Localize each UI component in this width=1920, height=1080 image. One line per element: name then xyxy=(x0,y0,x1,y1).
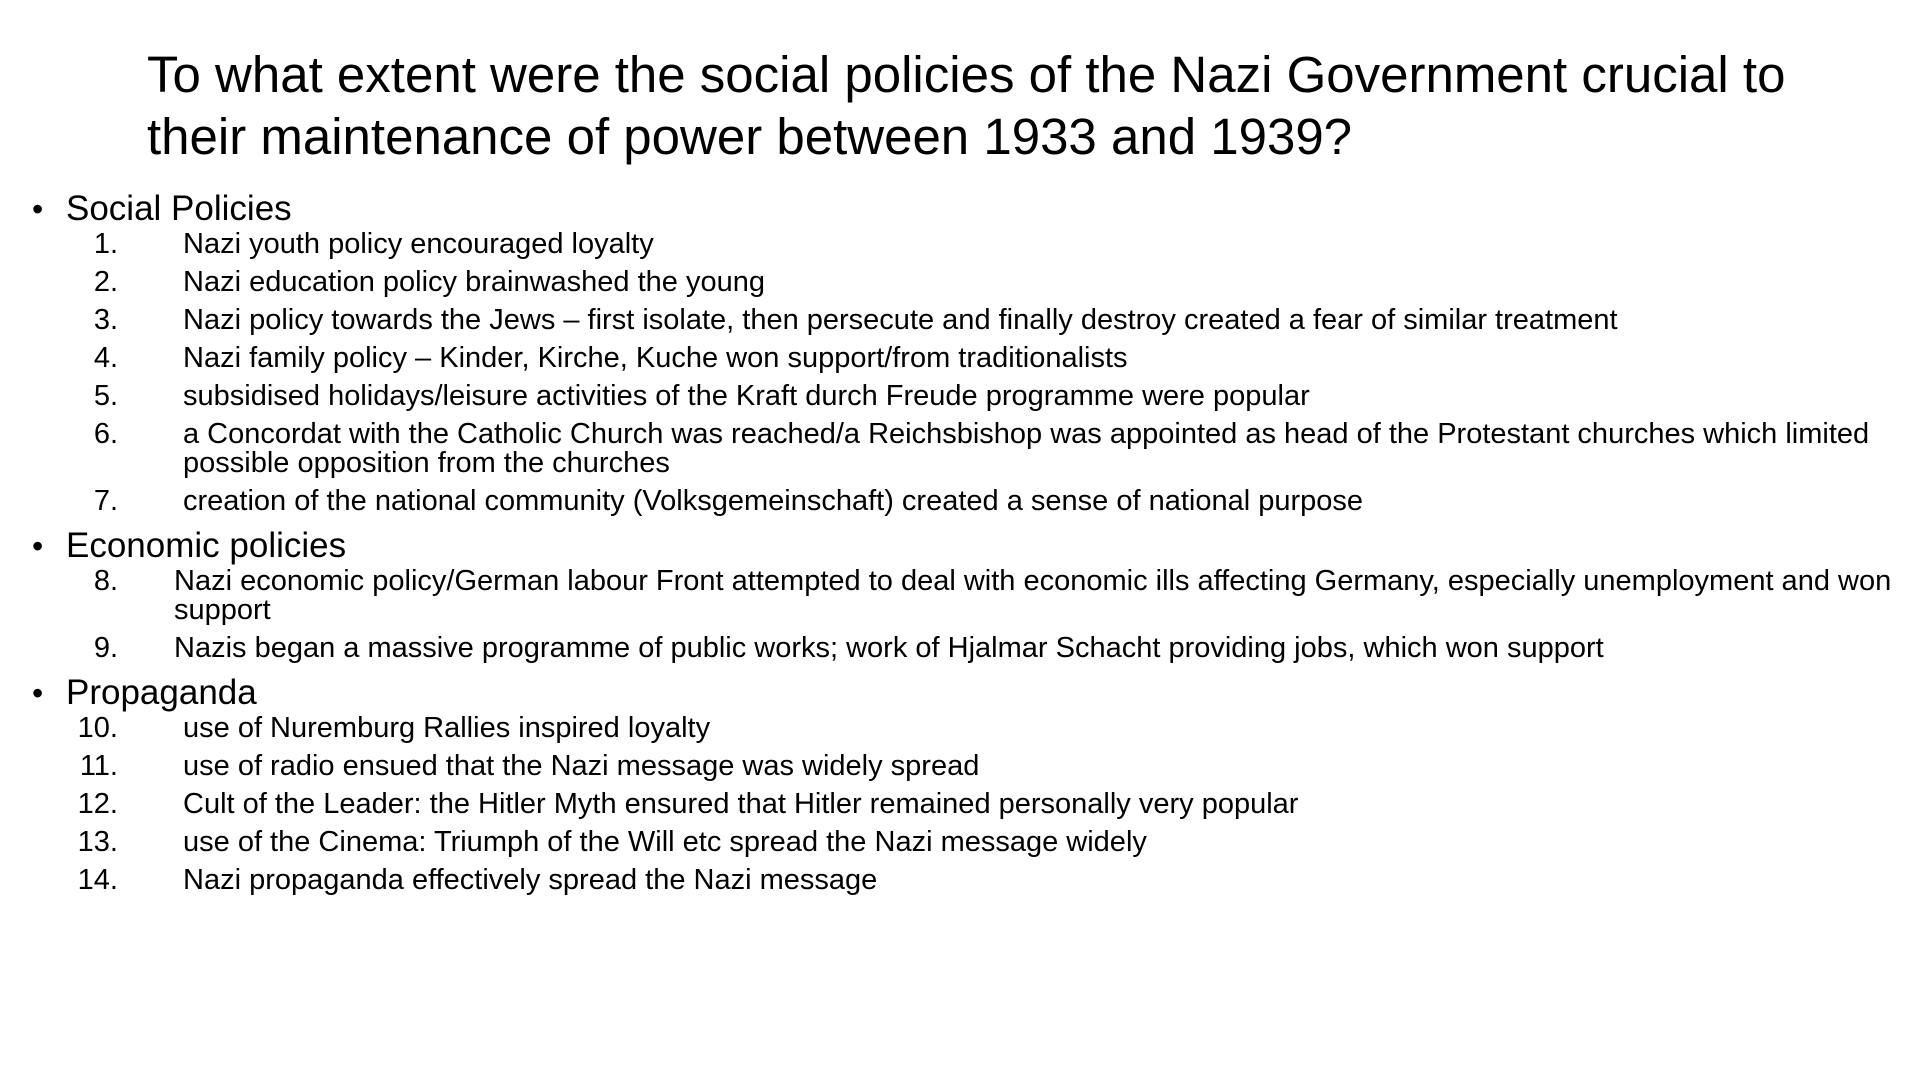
item-number: 14. xyxy=(77,864,118,896)
item-text: Cult of the Leader: the Hitler Myth ensured that Hitler remained personally very popular xyxy=(183,788,1299,820)
section-heading xyxy=(30,188,1900,230)
item-number: 9. xyxy=(93,632,118,664)
section-heading xyxy=(30,672,1900,714)
item-text: use of Nuremburg Rallies inspired loyalty xyxy=(183,712,711,744)
item-text: a Concordat with the Catholic Church was reached/a Reichsbishop was appointed as head of the Protestant churches which limited possible opposition from the churches xyxy=(183,418,1870,479)
item-number: 13. xyxy=(77,826,118,858)
list-item xyxy=(30,752,1900,781)
item-number: 3. xyxy=(93,304,118,336)
list-item xyxy=(30,714,1900,743)
section-economic-policies xyxy=(30,525,1900,663)
item-text: use of the Cinema: Triumph of the Will etc spread the Nazi message widely xyxy=(183,826,1147,858)
numbered-list xyxy=(30,567,1900,663)
item-text: creation of the national community (Volksgemeinschaft) created a sense of national purpose xyxy=(183,485,1364,517)
list-item xyxy=(30,230,1900,259)
section-heading-label: Social Policies xyxy=(66,189,292,228)
item-text: Nazi economic policy/German labour Front attempted to deal with economic ills affecting Germany, especially unemployment and won support xyxy=(174,565,1892,626)
section-heading-label: Economic policies xyxy=(66,526,347,565)
section-heading-label: Propaganda xyxy=(66,673,257,712)
bullet-icon: • xyxy=(32,528,44,564)
section-heading xyxy=(30,525,1900,567)
item-number: 7. xyxy=(93,485,118,517)
list-item xyxy=(30,487,1900,516)
item-number: 12. xyxy=(77,788,118,820)
list-item xyxy=(30,420,1900,478)
list-item xyxy=(30,268,1900,297)
item-text: Nazi youth policy encouraged loyalty xyxy=(183,228,654,260)
list-item xyxy=(30,382,1900,411)
slide-content xyxy=(30,188,1900,904)
item-number: 6. xyxy=(93,418,118,450)
item-number: 10. xyxy=(77,712,118,744)
item-number: 11. xyxy=(79,750,118,782)
item-number: 1. xyxy=(93,228,118,260)
list-item xyxy=(30,567,1900,625)
list-item xyxy=(30,306,1900,335)
list-item xyxy=(30,866,1900,895)
item-number: 5. xyxy=(93,380,118,412)
bullet-icon: • xyxy=(32,191,44,227)
slide-title: To what extent were the social policies of the Nazi Government crucial to their maintenance of power between 1933 and 1939? xyxy=(147,46,1786,165)
numbered-list xyxy=(30,714,1900,895)
item-text: Nazi propaganda effectively spread the Nazi message xyxy=(183,864,878,896)
item-text: Nazi education policy brainwashed the young xyxy=(183,266,765,298)
list-item xyxy=(30,790,1900,819)
numbered-list xyxy=(30,230,1900,516)
item-number: 4. xyxy=(93,342,118,374)
item-text: use of radio ensued that the Nazi message was widely spread xyxy=(183,750,980,782)
section-propaganda xyxy=(30,672,1900,895)
item-number: 8. xyxy=(93,565,118,597)
item-number: 2. xyxy=(93,266,118,298)
bullet-icon: • xyxy=(32,675,44,711)
item-text: Nazi family policy – Kinder, Kirche, Kuche won support/from traditionalists xyxy=(183,342,1128,374)
section-social-policies xyxy=(30,188,1900,516)
list-item xyxy=(30,828,1900,857)
list-item xyxy=(30,634,1900,663)
item-text: Nazis began a massive programme of public works; work of Hjalmar Schacht providing jobs, which won support xyxy=(174,632,1604,664)
item-text: Nazi policy towards the Jews – first isolate, then persecute and finally destroy created a fear of similar treatment xyxy=(183,304,1618,336)
list-item xyxy=(30,344,1900,373)
item-text: subsidised holidays/leisure activities of the Kraft durch Freude programme were popular xyxy=(183,380,1310,412)
